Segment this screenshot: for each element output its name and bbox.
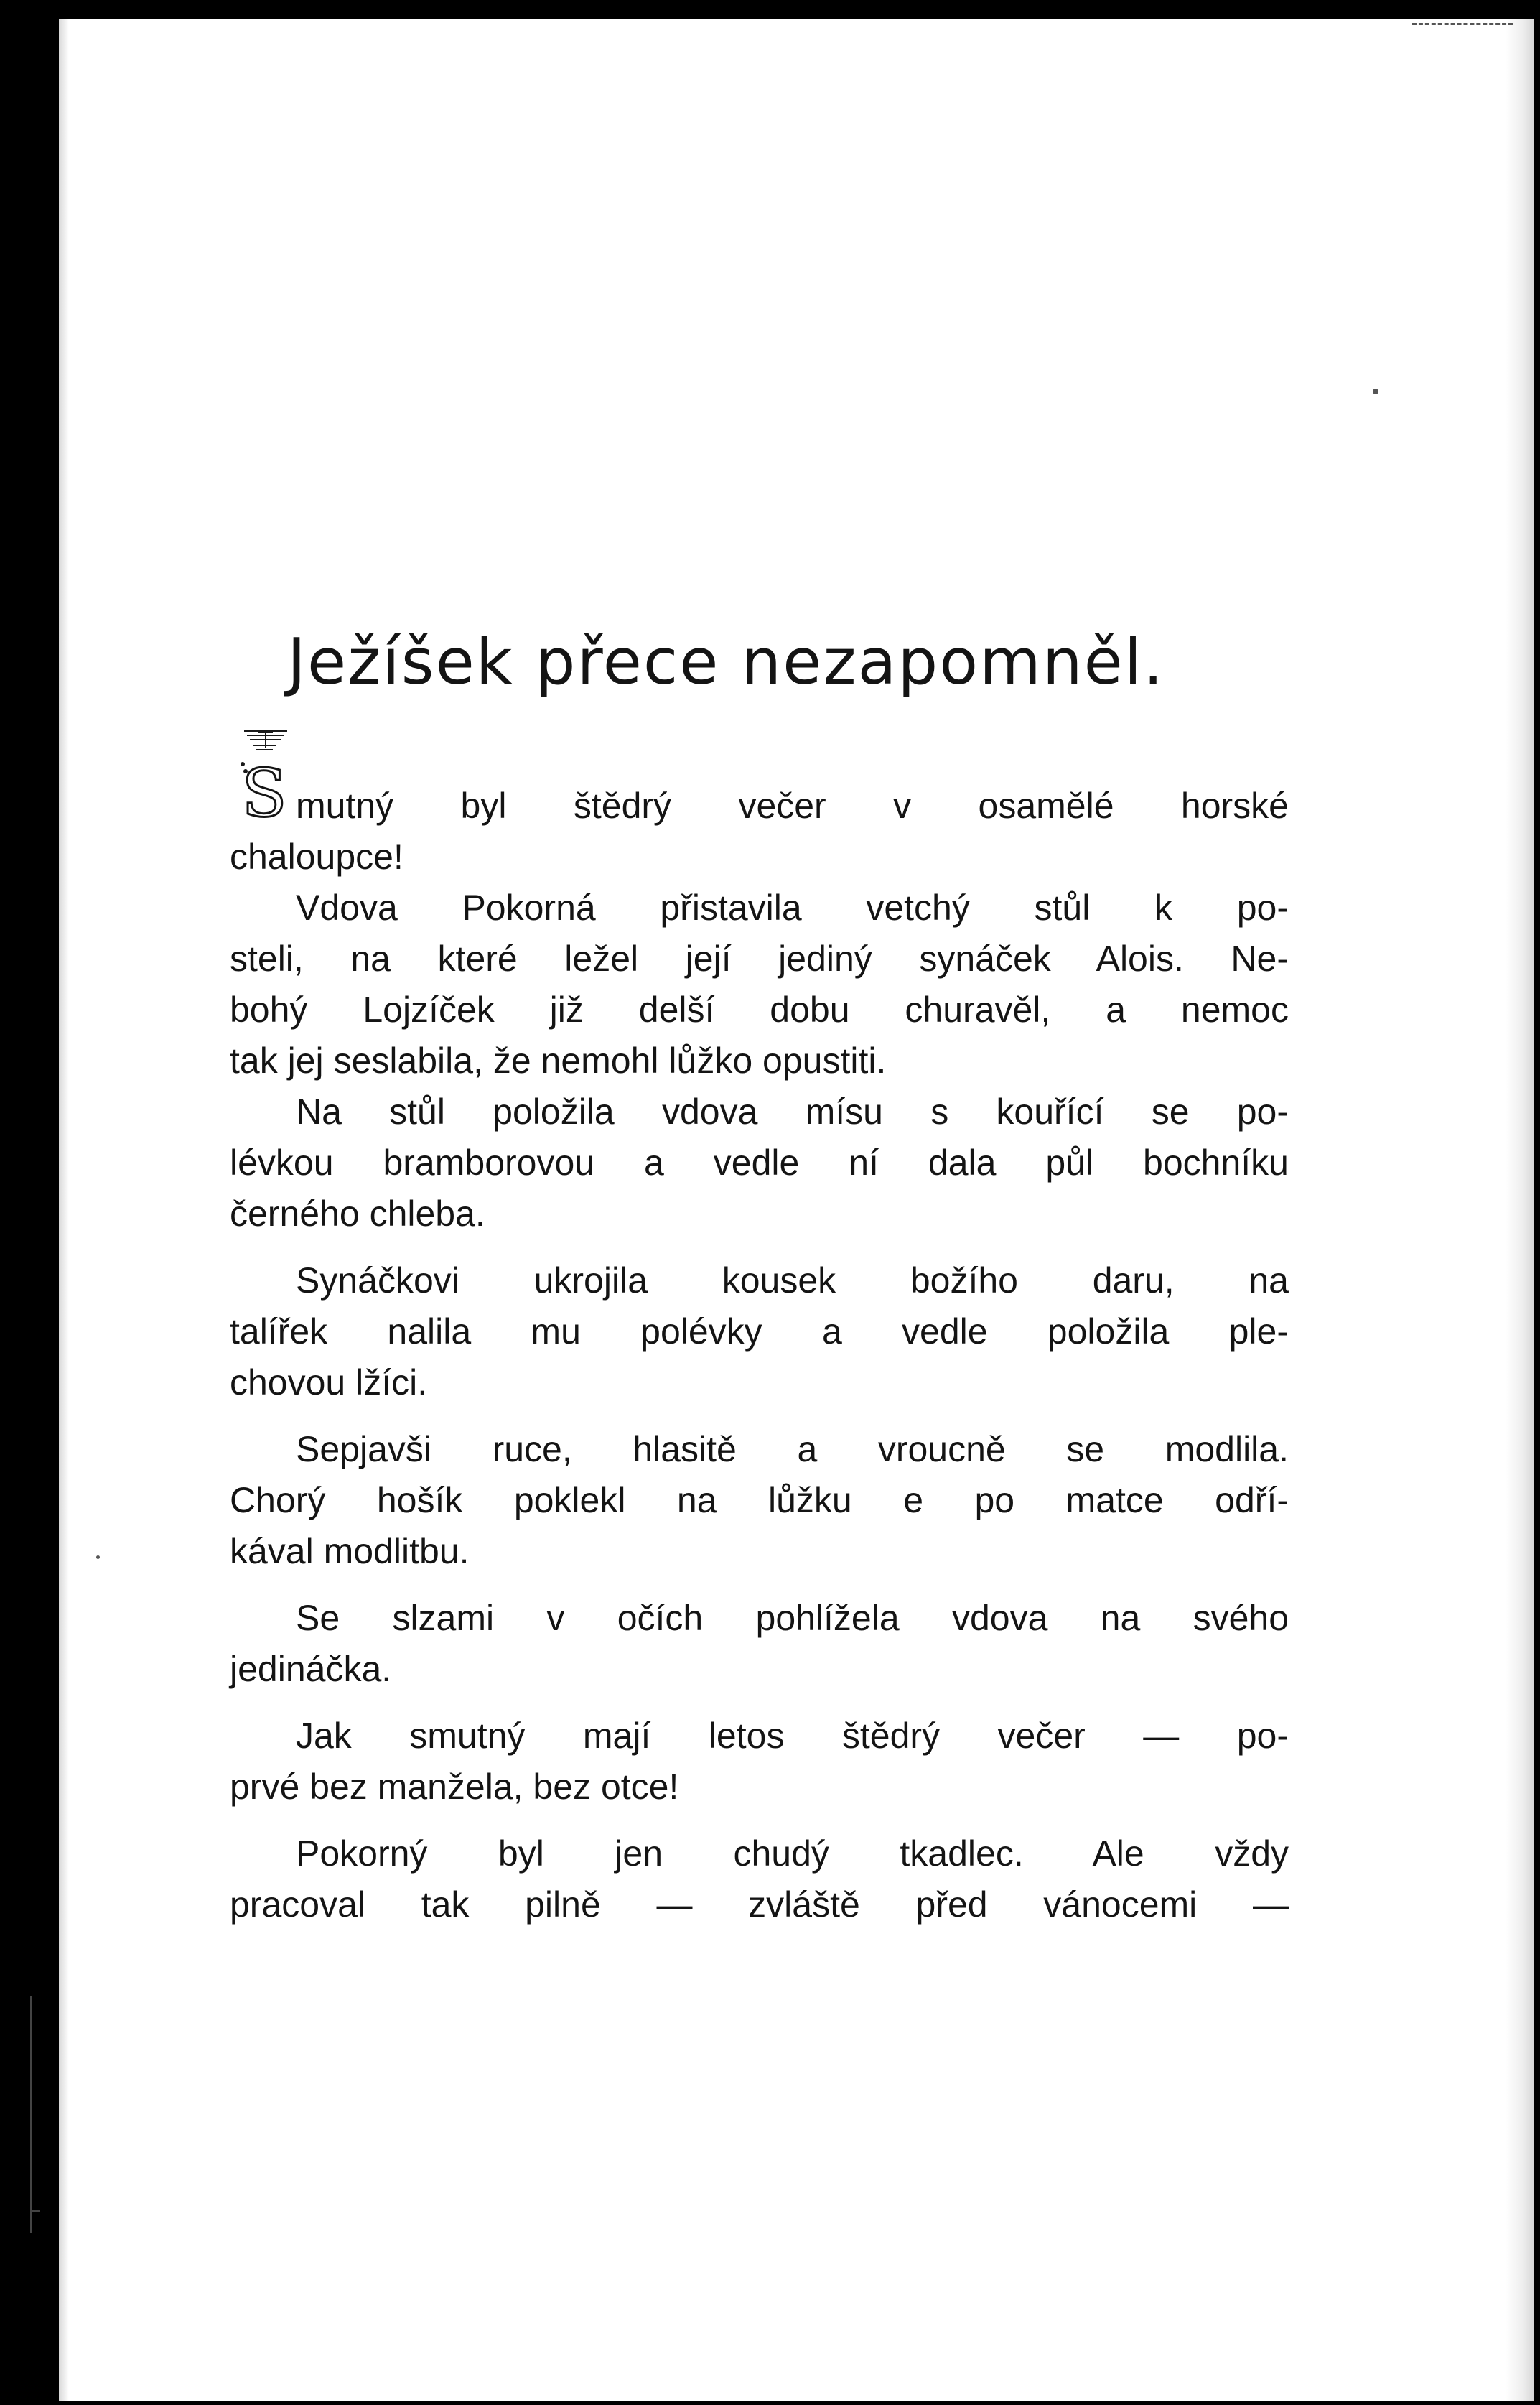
text-line: Jak smutný mají letos štědrý večer — po- bbox=[296, 1716, 1289, 1756]
drop-cap-letter: S bbox=[241, 755, 287, 819]
binding-mark bbox=[24, 1925, 29, 1989]
text-line: bohý Lojzíček již delší dobu churavěl, a nemoc bbox=[230, 990, 1289, 1030]
text-line: chovou lžíci. bbox=[230, 1362, 428, 1402]
ink-speck bbox=[1373, 389, 1378, 394]
page-gutter-shadow bbox=[59, 19, 69, 2401]
binding-line bbox=[30, 1996, 32, 2233]
text-line: Vdova Pokorná přistavila vetchý stůl k po- bbox=[296, 888, 1289, 928]
text-line: Sepjavši ruce, hlasitě a vroucně se modlila. bbox=[296, 1429, 1289, 1469]
chapter-title: Ježíšek přece nezapomněl. bbox=[287, 625, 1165, 699]
text-line: pracoval tak pilně — zvláště před vánocemi — bbox=[230, 1884, 1289, 1925]
text-line: Synáčkovi ukrojila kousek božího daru, na bbox=[296, 1260, 1289, 1301]
page-right-edge bbox=[1506, 19, 1534, 2401]
text-line: talířek nalila mu polévky a vedle položila ple- bbox=[230, 1311, 1289, 1352]
text-line: mutný byl štědrý večer v osamělé horské bbox=[296, 786, 1289, 826]
text-line: tak jej seslabila, že nemohl lůžko opustiti. bbox=[230, 1041, 887, 1081]
text-line: Chorý hošík poklekl na lůžku e po matce odří- bbox=[230, 1480, 1289, 1520]
scan-artifact-dots bbox=[1412, 23, 1513, 28]
text-line: steli, na které ležel její jediný synáček Alois. Ne- bbox=[230, 939, 1289, 979]
text-line: kával modlitbu. bbox=[230, 1531, 470, 1571]
text-line: chaloupce! bbox=[230, 837, 403, 877]
text-line: Se slzami v očích pohlížela vdova na svého bbox=[296, 1598, 1289, 1638]
text-line: lévkou bramborovou a vedle ní dala půl bochníku bbox=[230, 1143, 1289, 1183]
text-line: Pokorný byl jen chudý tkadlec. Ale vždy bbox=[296, 1833, 1289, 1874]
text-line: prvé bez manžela, bez otce! bbox=[230, 1767, 679, 1807]
binding-tick bbox=[30, 2210, 40, 2212]
text-line: jedináčka. bbox=[230, 1649, 392, 1689]
body-text bbox=[230, 781, 1289, 1930]
text-line: černého chleba. bbox=[230, 1194, 485, 1234]
text-line: Na stůl položila vdova mísu s kouřící se po- bbox=[296, 1092, 1289, 1132]
ink-speck bbox=[96, 1555, 100, 1559]
